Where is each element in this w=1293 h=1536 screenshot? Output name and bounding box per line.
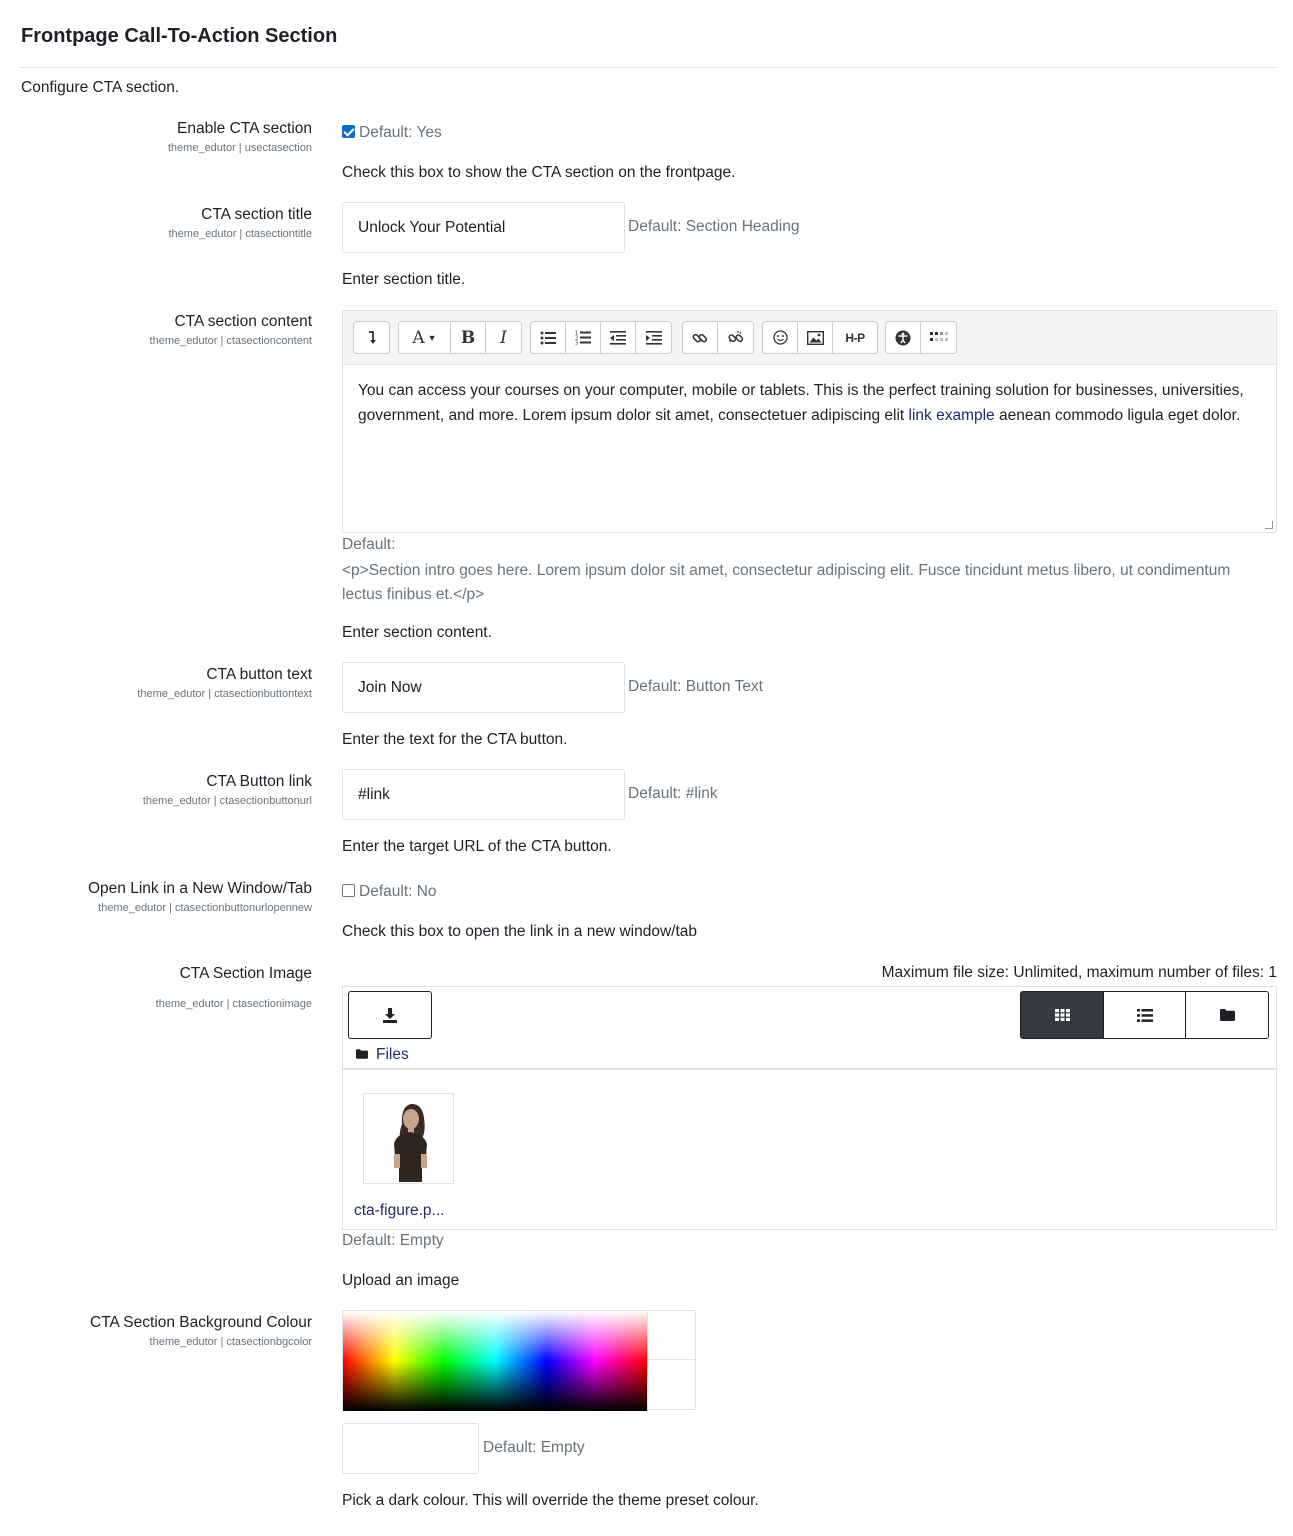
setting-key: theme_edutor | ctasectionbuttonurl [142,795,312,807]
image-icon[interactable] [798,322,833,353]
setting-label-title [169,205,313,240]
link-icon[interactable] [683,322,718,353]
setting-label-content [150,312,312,347]
content-default-value: <p>Section intro goes here. Lorem ipsum dolor sit amet, consectetur adipiscing elit. Fusce tincidunt metus libero, ut condimentum lectus finibus et.</p> [342,562,1231,603]
editor-text: aenean commodo ligula eget dolor. [994,406,1241,424]
open-new-checkbox[interactable] [342,884,355,897]
colour-preview-current [648,1311,696,1360]
enable-cta-checkbox[interactable] [342,125,355,138]
setting-label-image [156,964,312,1010]
setting-label-open-new [88,879,312,914]
toolbar-group [762,321,878,354]
file-thumbnail[interactable] [363,1093,454,1184]
setting-name: CTA section content [174,313,312,330]
image-help: Upload an image [342,1272,460,1289]
resize-handle[interactable] [1265,521,1273,529]
setting-key: theme_edutor | ctasectiontitle [168,228,312,240]
emoji-icon[interactable] [763,322,798,353]
setting-key: theme_edutor | ctasectionimage [155,998,312,1010]
setting-label-button-link [143,772,312,807]
colour-preview [647,1311,696,1411]
grid-view-button[interactable] [1020,991,1104,1039]
setting-label-button-text [137,665,312,700]
font-size-icon[interactable]: A ▼ [399,322,451,353]
unordered-list-icon[interactable] [531,322,566,353]
file-name-link[interactable]: cta-figure.p... [354,1202,445,1219]
download-icon [382,1008,398,1023]
setting-key: theme_edutor | ctasectionbuttontext [137,688,312,700]
button-link-help: Enter the target URL of the CTA button. [342,838,612,855]
filepicker-divider [343,1068,1276,1070]
indent-icon[interactable] [636,322,671,353]
svg-text:2: 2 [575,335,579,342]
setting-name: CTA Button link [206,773,312,790]
setting-key: theme_edutor | usectasection [167,142,312,154]
button-text-help: Enter the text for the CTA button. [342,731,568,748]
setting-name: CTA Section Background Colour [90,1314,312,1331]
enable-default: Default: Yes [359,124,442,141]
bg-colour-default: Default: Empty [483,1439,585,1456]
setting-name: CTA button text [206,666,312,683]
more-icon[interactable] [921,322,956,353]
open-new-checkbox-row[interactable] [342,883,437,901]
list-icon [1137,1009,1153,1022]
toolbar-group [682,321,754,354]
list-view-button[interactable] [1103,991,1187,1039]
cta-title-input[interactable]: Unlock Your Potential [342,202,625,253]
enable-checkbox-row[interactable] [342,124,442,142]
editor-link[interactable]: link example [908,406,995,424]
file-limits: Maximum file size: Unlimited, maximum number of files: 1 [881,964,1277,981]
toolbar-group [530,321,672,354]
title-divider [20,67,1277,68]
button-link-input[interactable]: #link [342,769,625,820]
toolbar-group [398,321,522,354]
setting-key: theme_edutor | ctasectionbuttonurlopennew [98,902,312,914]
title-default: Default: Section Heading [628,218,800,235]
setting-name: CTA Section Image [179,965,312,982]
upload-button[interactable] [348,991,432,1039]
setting-name: Enable CTA section [177,120,312,137]
svg-text:3: 3 [575,340,579,345]
toolbar-group [885,321,957,354]
title-help: Enter section title. [342,271,466,288]
setting-key: theme_edutor | ctasectionbgcolor [149,1336,312,1348]
button-text-input[interactable]: Join Now [342,662,625,713]
colour-spectrum[interactable] [343,1311,647,1411]
bold-icon[interactable]: B [451,322,486,353]
editor-content[interactable] [343,365,1276,442]
folder-path[interactable] [356,1046,409,1064]
unlink-icon[interactable] [718,322,753,353]
setting-name: Open Link in a New Window/Tab [87,880,312,897]
button-text-default: Default: Button Text [628,678,763,695]
setting-label-enable [168,119,312,154]
content-editor[interactable] [342,310,1277,533]
grid-icon [1055,1009,1070,1021]
content-default-label: Default: [342,536,396,553]
folder-icon [1220,1009,1235,1021]
person-image [364,1094,454,1184]
editor-text: You can access your courses on your computer, mobile or tablets. This is the perfect training solution for businesses, universities, government, and more. Lorem ipsum dolor sit amet, consectetuer adipiscing elit [358,382,1244,424]
italic-icon[interactable]: I [500,327,507,348]
section-description: Configure CTA section. [21,79,180,96]
tree-view-button[interactable] [1185,991,1269,1039]
setting-key: theme_edutor | ctasectioncontent [149,335,312,347]
colour-input[interactable] [342,1423,479,1474]
enable-help: Check this box to show the CTA section on the frontpage. [342,164,736,181]
open-new-default: Default: No [359,883,437,900]
toolbar-group [353,321,390,354]
content-help: Enter section content. [342,624,492,641]
accessibility-icon[interactable] [886,322,921,353]
colour-picker[interactable] [342,1310,696,1410]
ordered-list-icon[interactable] [566,322,601,353]
collapse-icon[interactable] [354,322,389,353]
setting-name: CTA section title [201,206,312,223]
editor-toolbar [343,311,1276,365]
open-new-help: Check this box to open the link in a new window/tab [342,923,697,940]
setting-label-bg-colour [90,1313,312,1348]
folder-icon [356,1049,368,1059]
folder-link[interactable]: Files [376,1046,409,1063]
image-default: Default: Empty [342,1232,444,1249]
page-title: Frontpage Call-To-Action Section [21,25,338,47]
view-toggle [1020,991,1269,1039]
bg-colour-help: Pick a dark colour. This will override the theme preset colour. [342,1492,759,1509]
h5p-icon[interactable]: H-P [845,330,865,345]
svg-text:1: 1 [575,330,579,337]
button-link-default: Default: #link [628,785,718,802]
outdent-icon[interactable] [601,322,636,353]
